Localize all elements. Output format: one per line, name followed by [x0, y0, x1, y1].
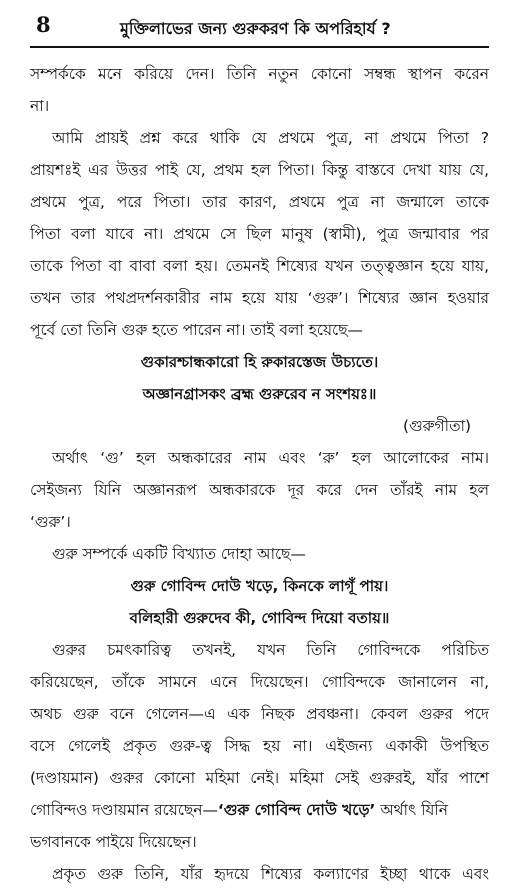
text-line: সম্পর্ককে মনে করিয়ে দেন। তিনি নতুন কোনো সম্বন্ধ স্থাপন করেন — [30, 65, 489, 83]
verse-source: (গুরুগীতা) — [403, 417, 471, 435]
paragraph-start-line: অর্থাৎ ‘গু’ হল অন্ধকারের নাম এবং ‘রু’ হল আলোকের নাম। — [52, 449, 489, 467]
text-line-mixed — [30, 794, 489, 826]
text-run: অর্থাৎ যিনি — [375, 801, 448, 819]
body-text — [30, 58, 489, 890]
paragraph-start-line: গুরুর চমৎকারিত্ব তখনই, যখন তিনি গোবিন্দকে পরিচিত — [52, 641, 489, 659]
page-number: 8 — [36, 12, 51, 37]
text-line: পূর্বে তো তিনি গুরু হতে পারেন না। তাই বলা হয়েছে— — [30, 321, 363, 339]
text-line: ভগবানকে পাইয়ে দিয়েছেন। — [30, 833, 197, 851]
paragraph-start-line: প্রকৃত গুরু তিনি, যাঁর হৃদয়ে শিষ্যের কল্যাণের ইচ্ছা থাকে এবং — [52, 865, 489, 883]
doha-line-1: গুরু গোবিন্দ দোউ খড়ে, কিনকে লাগূঁ পায়। — [130, 577, 389, 595]
text-line: করিয়েছেন, তাঁকে সামনে এনে দিয়েছেন। গোবিন্দকে জানালেন না, — [30, 673, 489, 691]
text-line: প্রায়শঃই এর উত্তর পাই যে, প্রথম হল পিতা। কিন্তু বাস্তবে দেখা যায় যে, — [30, 161, 489, 179]
text-line: পিতা বলা যাবে না। প্রথমে সে ছিল মানুষ (স্বামী), পুত্র জন্মাবার পর — [30, 225, 489, 243]
text-line: বসে গেলেই প্রকৃত গুরু-ত্ব সিদ্ধ হয় না। এইজন্য একাকী উপস্থিত — [30, 737, 489, 755]
paragraph-start-line: গুরু সম্পর্কে একটি বিখ্যাত দোহা আছে— — [52, 545, 306, 563]
text-line: প্রথমে পুত্র, পরে পিতা। তার কারণ, প্রথমে পুত্র না জন্মালে তাকে — [30, 193, 489, 211]
text-line: অথচ গুরু বনে গেলেন—এ এক নিছক প্রবঞ্চনা। কেবল গুরুর পদে — [30, 705, 489, 723]
bold-quote: ‘গুরু গোবিন্দ দোউ খড়ে’ — [217, 801, 376, 819]
text-line: না। — [30, 97, 50, 115]
page-header — [30, 8, 489, 48]
text-line: তখন তার পথপ্রদর্শনকারীর নাম হয়ে যায় ‘গুরু’। শিষ্যের জ্ঞান হওয়ার — [30, 289, 489, 307]
doha-line-2: বলিহারী গুরুদেব কী, গোবিন্দ দিয়ো বতায়॥ — [129, 609, 390, 627]
text-line: সেইজন্য যিনি অজ্ঞানরূপ অন্ধকারকে দূর করে দেন তাঁরই নাম হল — [30, 481, 489, 499]
text-run: গোবিন্দও দণ্ডায়মান রয়েছেন— — [30, 801, 218, 819]
sanskrit-verse-line-1: গুকারশ্চান্ধকারো হি রুকারস্তেজ উচ্যতে। — [140, 353, 379, 371]
text-line: (দণ্ডায়মান) গুরুর কোনো মহিমা নেই। মহিমা সেই গুরুরই, যাঁর পাশে — [30, 769, 489, 787]
paragraph-start-line: আমি প্রায়ই প্রশ্ন করে থাকি যে প্রথমে পুত্র, না প্রথমে পিতা ? — [52, 129, 489, 147]
sanskrit-verse-line-2: অজ্ঞানগ্রাসকং ব্রহ্ম গুরুরেব ন সংশয়ঃ॥ — [142, 385, 377, 403]
running-title: মুক্তিলাভের জন্য গুরুকরণ কি অপরিহার্য ? — [120, 19, 391, 38]
text-line: তাকে পিতা বা বাবা বলা হয়। তেমনই শিষ্যের যখন তত্ত্বজ্ঞান হয়ে যায়, — [30, 257, 489, 275]
text-line: ‘গুরু’। — [30, 513, 71, 531]
